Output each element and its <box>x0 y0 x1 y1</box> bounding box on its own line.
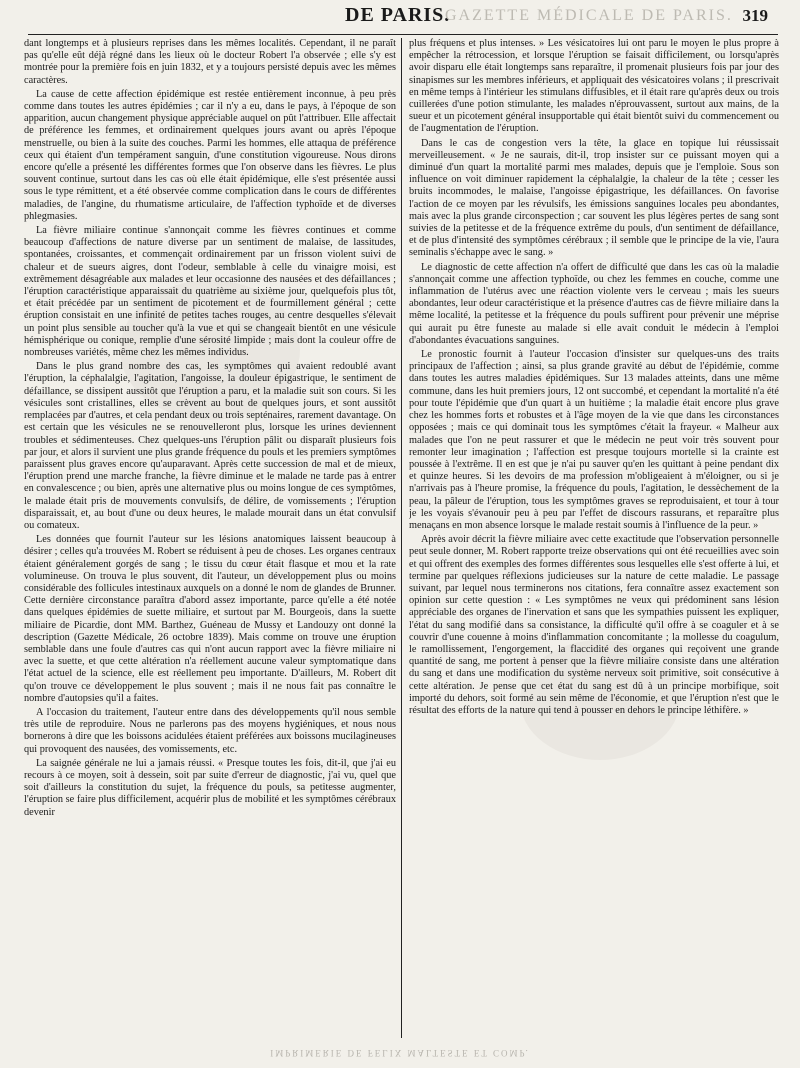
page-title: DE PARIS. <box>345 4 451 26</box>
column-divider <box>401 38 402 1038</box>
paragraph: Les données que fournit l'auteur sur les lésions anatomiques laissent beaucoup à désirer ; celles qu'a trouvées M. Robert se réduisent à peu de choses. Les organes centraux étaient généralement gorgés de sang ; le tissu du cœur était flasque et mou et la rate volumineuse. On trouva le plus souvent, dit l'auteur, un développement plus ou moins considérable des follicules intestinaux auxquels on a donné le nom de glandes de Brunner. Cette dernière circonstance paraîtra d'abord assez importante, parce qu'elle a été notée dans quelques épidémies de suette miliaire, et surtout par M. Bourgeois, dans la suette miliaire de Picardie, dont MM. Barthez, Guéneau de Mussy et Landouzy ont donné la description (Gazette Médicale, 26 octobre 1839). Mais comme on trouve une éruption semblable dans une foule d'autres cas qui n'ont aucun rapport avec la fièvre miliaire ni avec la suette, et que cette altération n'a réellement aucune valeur symptomatique dans l'état actuel de la science, elle est réellement peu importante. D'ailleurs, M. Robert dit qu'on trouve ce développement le plus souvent ; mais il ne nous fait pas connaître le nombre d'autopsies qu'il a faites. <box>24 534 396 704</box>
paragraph: La fièvre miliaire continue s'annonçait comme les fièvres continues et comme beaucoup d'affections de nature diverse par un sentiment de malaise, de lassitudes, spontanées, croissantes, et commençait ordinairement par un frisson violent suivi de chaleur et de sueurs aigres, dont l'odeur, semblable à celle du vinaigre moisi, est extrêmement désagréable aux malades et leur occasionne des nausées et des défaillances ; l'éruption caractéristique apparaissait du quatrième au sixième jour, quelquefois plus tôt, et était précédée par un sentiment de picotement et de fourmillement général ; cette éruption consistait en une infinité de petites taches rouges, au centre desquelles s'élevait un point plus sensible au toucher qu'à la vue et qui se changeait bientôt en une vésicule hémisphérique ou conique, remplie d'une sérosité limpide ; mais dont la couleur offre de nombreuses variétés, même chez les mêmes individus. <box>24 225 396 359</box>
paragraph: plus fréquens et plus intenses. » Les vésicatoires lui ont paru le moyen le plus propre à empêcher la rétrocession, et lorsque l'éruption se faisait difficilement, ou lorsqu'après avoir disparu elle était longtemps sans reparaître, il promenait plusieurs fois par jour des sinapismes sur les membres inférieurs, et appliquait des vésicatoires volans ; il prescrivait en même temps à l'intérieur les stimulans diffusibles, et il était rare qu'après deux ou trois cuillerées d'une potion stimulante, les malades n'éprouvassent, surtout aux mains, de la sueur et un picotement général insupportable qui était bientôt suivi du commencement ou de l'augmentation de l'éruption. <box>409 38 779 135</box>
paragraph: Dans le cas de congestion vers la tête, la glace en topique lui réussissait merveilleusement. « Je ne saurais, dit-il, trop insister sur ce puissant moyen qui a diminué d'un quart la mortalité parmi mes malades, depuis que je l'emploie. Sous son influence on voit diminuer rapidement la céphalalgie, la chaleur de la tête ; cesser les bruits incommodes, le malaise, l'angoisse épigastrique, les défaillances. On favorise l'action de ce moyen par les révulsifs, les émissions sanguines locales peu abondantes, mais avec la plus grande circonspection ; car souvent les plus légères pertes de sang sont suivies de la petitesse et de la fréquence extrême du pouls, d'un sentiment de défaillance, et de plus d'intensité des symptômes cérébraux ; il semble que le principe de la vie, l'aura seminalis s'échappe avec le sang. » <box>409 137 779 259</box>
right-column <box>409 38 779 1038</box>
paragraph: Le pronostic fournit à l'auteur l'occasion d'insister sur quelques-uns des traits principaux de l'affection ; ainsi, sa plus grande gravité au début de l'épidémie, comme dans toutes les autres maladies épidémiques. Sur 13 malades atteints, dans une même commune, dans les huit premiers jours, 12 ont succombé, et cependant la mortalité n'a été pour toute l'épidémie que d'un quart à un huitième ; la maladie était encore plus grave chez les hommes forts et robustes et à l'âge moyen de la vie que dans les circonstances opposées ; mais ce qui dominait tous les symptômes c'était la frayeur. « Malheur aux malades que l'on ne peut rassurer et que le médecin ne peut voir très souvent pour remonter leur imagination ; l'affection est presque toujours mortelle si la crainte est poussée à l'extrême. Il en est que je n'ai pu sauver qu'en les quittant à peine pendant dix et quinze heures. Si les devoirs de ma profession m'obligeaient à m'éloigner, ou si je n'arrivais pas à l'heure promise, la fréquence du pouls, l'agitation, le dessèchement de la peau, la pâleur de l'éruption, tous les symptômes graves se reproduisaient, et tour à tour je les voyais s'évanouir peu à peu par l'effet de discours rassurans, et reparaître plus menaçans en mon absence lorsque le malade restait soumis à l'influence de la peur. » <box>409 349 779 531</box>
paragraph: dant longtemps et à plusieurs reprises dans les mêmes localités. Cependant, il ne paraît pas qu'elle eût déjà régné dans les lieux où le docteur Robert l'a observée ; elle s'y est montrée pour la première fois en juin 1832, et y a toujours persisté depuis avec les mêmes caractères. <box>24 38 396 86</box>
bleed-through-footer: IMPRIMERIE DE FELIX MALTESTE ET COMP. <box>270 1048 530 1058</box>
paragraph: A l'occasion du traitement, l'auteur entre dans des développements qu'il nous semble très utile de reproduire. Nous ne parlerons pas des moyens hygiéniques, et nous nous bornerons à dire que les boissons acidulées étaient préférées aux boissons mucilagineuses qui provoquent des nausées, des vomissements, etc. <box>24 706 396 755</box>
bleed-through-title: GAZETTE MÉDICALE DE PARIS. <box>445 7 733 24</box>
paragraph: Le diagnostic de cette affection n'a offert de difficulté que dans les cas où la maladie s'annonçait comme une affection typhoïde, ou chez les femmes en couche, comme une inflammation de l'utérus avec une réaction violente vers le cerveau ; mais les sueurs abondantes, leur odeur caractéristique et la présence d'autres cas de fièvre miliaire dans la même localité, la petitesse et la fréquence du pouls suffirent pour prévenir une méprise qui aurait pu être funeste au malade si elle avait conduit le médecin à l'emploi d'abondantes évacuations sanguines. <box>409 261 779 346</box>
header-rule <box>28 34 778 35</box>
paragraph: Dans le plus grand nombre des cas, les symptômes qui avaient redoublé avant l'éruption, la céphalalgie, l'agitation, l'angoisse, la douleur épigastrique, le sentiment de défaillance, se dissipent aussitôt que l'éruption a paru, et la maladie suit son cours. Si les vésicules sont cristallines, elles se crèvent au bout de quelques jours, et sont aussitôt remplacées par d'autres, et cela pendant deux ou trois septénaires, rarement davantage. On est certain que les vésicules ne se renouvelleront plus, lorsque les urines deviennent troubles et sédimenteuses. Chez quelques-uns l'éruption pâlit ou disparaît plusieurs fois par jour, et alors il survient une plus grande fréquence du pouls et les premiers symptômes paraissent plus graves encore qu'auparavant. Après cette succession de mal et de mieux, l'éruption prend une marche franche, la fièvre diminue et le malade ne tarde pas à entrer en convalescence ; ou bien, après une alternative plus ou moins longue de ces symptômes, le malade était pris de mouvements convulsifs, de délire, de vomissements ; l'éruption disparaissait, et, au bout d'une ou deux heures, le malade mourait dans un état convulsif ou comateux. <box>24 361 396 531</box>
page-number: 319 <box>742 6 768 25</box>
page-header <box>0 4 800 32</box>
left-column <box>24 38 396 1038</box>
paragraph: La saignée générale ne lui a jamais réussi. « Presque toutes les fois, dit-il, que j'ai eu recours à ce moyen, soit à dessein, soit par suite d'erreur de diagnostic, j'ai vu, quel que soit d'ailleurs la constitution du sujet, la fréquence du pouls, sa petitesse augmenter, l'éruption se faire plus difficilement, acquérir plus de mobilité et les symptômes cérébraux devenir <box>24 757 396 818</box>
paragraph: Après avoir décrit la fièvre miliaire avec cette exactitude que l'observation personnelle peut seule donner, M. Robert rapporte treize observations qui ont été recueillies avec soin et qui offrent des exemples des formes différentes sous lesquelles elle s'est offerte à lui, et termine par quelques réflexions judicieuses sur la nature de cette maladie. Le passage suivant, par lequel nous terminerons nos citations, fera connaître assez exactement son opinion sur cette question : « Les symptômes ne veux qui prédominent sans lésion appréciable des organes de l'inervation et sans que les sympathies puissent les expliquer, l'état du sang modifié dans sa consistance, la difficulté qu'il offre à se coaguler et à se couvrir d'une couenne à moins d'inflammation concomitante ; la mollesse du coagulum, le ramollissement, l'engorgement, la flaccidité des organes qui reçoivent une grande quantité de sang, me portent à penser que la fièvre miliaire consiste dans une altération du sang et dans une modification du système nerveux soit primitive, soit consécutive à cette altération. Je pense que cet état du sang est dû à un principe morbifique, soit importé du dehors, soit formé au sein même de l'économie, et que l'éruption n'est que le résultat des efforts de la nature qui tend à pousser en dehors le principe léthifère. » <box>409 534 779 716</box>
paragraph: La cause de cette affection épidémique est restée entièrement inconnue, à peu près comme dans toutes les autres épidémies ; car il n'y a eu, dans le pays, à l'époque de son apparition, aucun changement physique appréciable auquel on pût l'attribuer. Elle affectait de préférence les femmes, et ordinairement quelques jours avant ou après l'époque menstruelle, ou bien à la suite des couches. Parmi les hommes, elle attaqua de préférence ceux qui étaient d'un tempérament sanguin, d'une constitution vigoureuse. Nous dirons encore qu'elle a présenté les différentes formes que l'on observe dans les fièvres. Le plus souvent continue, surtout dans les cas où elle était épidémique, elle s'est présentée aussi sous le type rémittent, et a été observée comme complication dans le cours de différentes maladies, de l'angine, du rhumatisme articulaire, de l'affection typhoïde et de diverses phlegmasies. <box>24 88 396 222</box>
